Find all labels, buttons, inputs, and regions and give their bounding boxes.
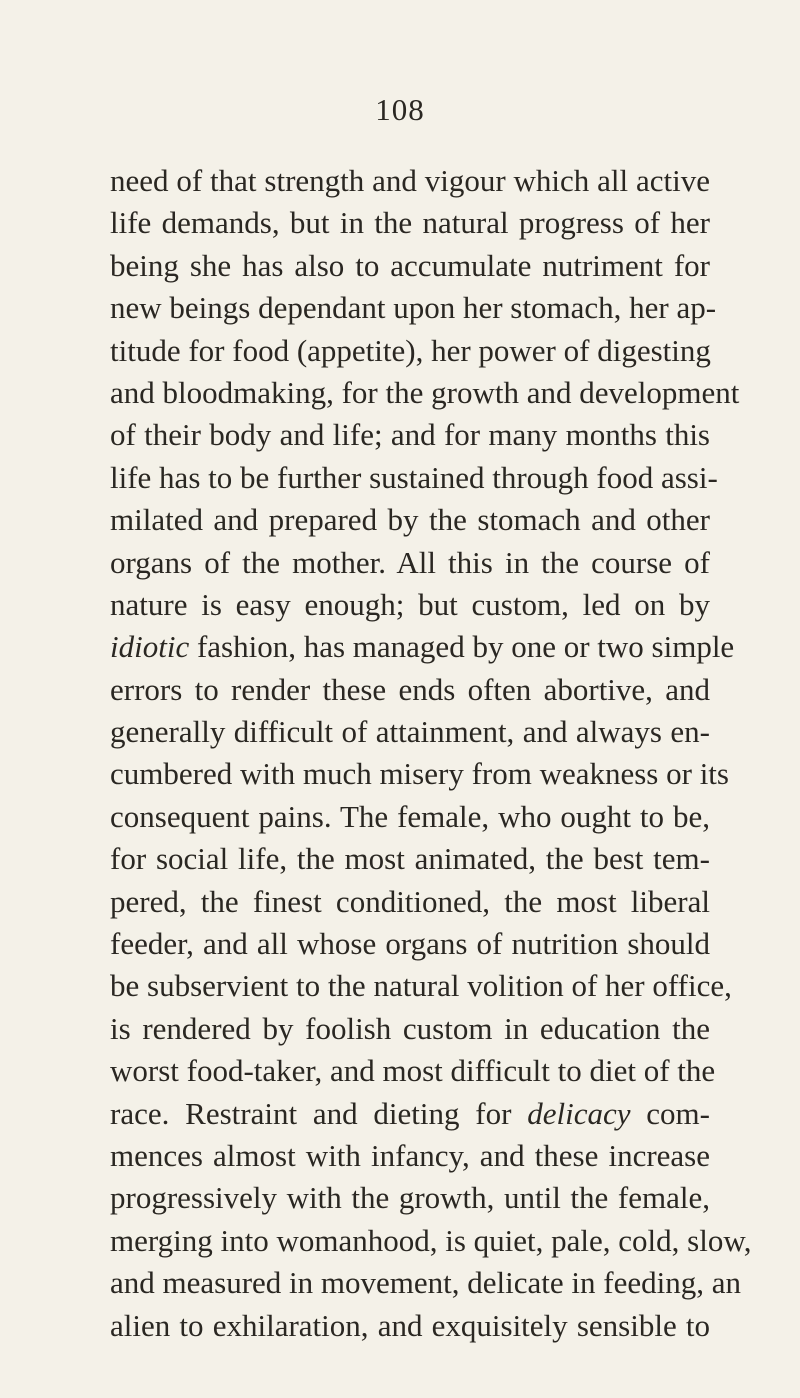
text-line: is rendered by foolish custom in education the <box>110 1010 710 1046</box>
page-number: 108 <box>375 92 425 127</box>
text-line: alien to exhilaration, and exquisitely sensible to <box>110 1307 710 1343</box>
italic-word: idiotic <box>110 629 190 665</box>
text-line: consequent pains. The female, who ought to be, <box>110 798 710 834</box>
text-line: be subservient to the natural volition of her office, <box>110 968 732 1004</box>
body-text <box>110 160 752 1347</box>
text-line: race. Restraint and dieting for delicacy com- <box>110 1095 710 1131</box>
text-line: progressively with the growth, until the female, <box>110 1180 710 1216</box>
italic-word: delicacy <box>527 1095 631 1131</box>
text-line: errors to render these ends often abortive, and <box>110 671 710 707</box>
text-line: milated and prepared by the stomach and other <box>110 502 710 538</box>
text-line: need of that strength and vigour which all active <box>110 163 710 198</box>
text-line: new beings dependant upon her stomach, her ap- <box>110 290 717 326</box>
text-line: and bloodmaking, for the growth and development <box>110 374 740 410</box>
text-line: titude for food (appetite), her power of digesting <box>110 332 711 368</box>
text-line: being she has also to accumulate nutriment for <box>110 247 710 283</box>
text-line: cumbered with much misery from weakness or its <box>110 756 729 792</box>
text-line: and measured in movement, delicate in feeding, an <box>110 1265 741 1301</box>
text-line: worst food-taker, and most difficult to diet of the <box>110 1053 716 1089</box>
text-line: merging into womanhood, is quiet, pale, cold, slow, <box>110 1222 752 1258</box>
text-line: pered, the finest conditioned, the most liberal <box>110 883 710 919</box>
text-line: life has to be further sustained through food assi- <box>110 459 718 495</box>
text-line: idiotic fashion, has managed by one or two simple <box>110 629 735 665</box>
text-line: feeder, and all whose organs of nutrition should <box>110 926 710 962</box>
text-line: of their body and life; and for many months this <box>110 417 710 453</box>
text-line: nature is easy enough; but custom, led on by <box>110 586 710 622</box>
text-line: for social life, the most animated, the best tem- <box>110 841 710 877</box>
text-line: mences almost with infancy, and these increase <box>110 1137 710 1173</box>
text-line: life demands, but in the natural progress of her <box>110 205 710 241</box>
text-line: generally difficult of attainment, and always en- <box>110 714 710 750</box>
text-line: organs of the mother. All this in the course of <box>110 544 710 580</box>
